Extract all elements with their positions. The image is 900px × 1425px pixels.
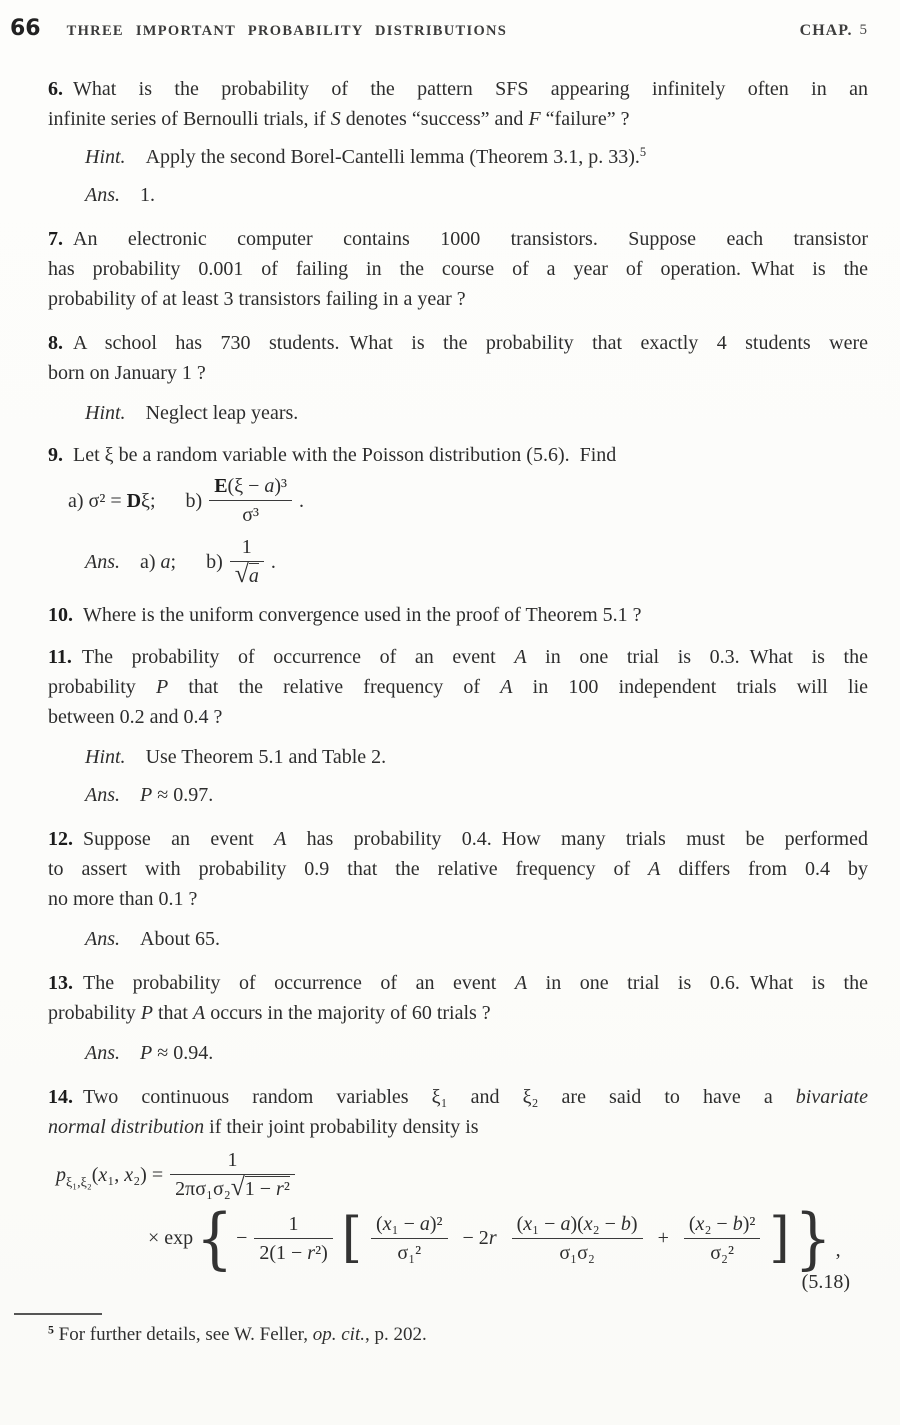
fraction-denominator: σ₁σ₂: [512, 1238, 643, 1265]
problem-7-text: [48, 224, 868, 314]
text-line: normal distribution if their joint probability density is: [48, 1116, 479, 1138]
answer-lead: Ans. a) a; b): [85, 550, 223, 573]
chapter-number: 5: [859, 22, 868, 38]
right-bracket: ]: [769, 1206, 790, 1270]
fraction: [512, 1212, 643, 1265]
problem-9-answer: [85, 535, 868, 588]
problem-6: [48, 74, 868, 210]
footnote-rule: [14, 1313, 102, 1315]
footnote: $^5$ For further details, see W. Feller, op. cit., p. 202.: [48, 1323, 427, 1345]
text-line: no more than 0.1 ?: [48, 888, 198, 910]
fraction-numerator: 1: [241, 536, 252, 558]
fraction-denominator: σ₁²: [371, 1238, 447, 1265]
plus-operator: +: [657, 1227, 669, 1249]
page-header: [10, 14, 868, 46]
fraction-denominator: σ₂²: [684, 1238, 760, 1265]
fraction-denominator: √a: [230, 561, 264, 588]
times-exp: × exp: [148, 1227, 194, 1249]
fraction-denominator: σ³: [209, 500, 292, 527]
problem-8: [48, 328, 868, 428]
text-line: 9. Let ξ be a random variable with the Poisson distribution (5.6). Find: [48, 444, 617, 466]
right-brace: }: [794, 1198, 832, 1278]
trailing-comma: ,: [835, 1239, 841, 1261]
formula-lead: a) σ² = Dξ; b): [68, 489, 203, 512]
problem-14-text: [48, 1082, 868, 1142]
answer-tail: .: [270, 550, 276, 573]
fraction: [170, 1148, 295, 1201]
problem-8-hint: Hint. Neglect leap years.: [85, 402, 299, 424]
formula-lhs: $p_{\xi_1,\xi_2}(x_1$, x₂) =: [56, 1163, 164, 1191]
fraction-denominator: 2πσ₁σ₂√1 − r²: [170, 1174, 295, 1201]
text-line: 13. The probability of occurrence of an event A in one trial is 0.6. What is the: [48, 972, 868, 994]
fraction-numerator: 1: [227, 1149, 238, 1171]
problem-9-text: [48, 440, 868, 470]
minus-sign: −: [236, 1227, 248, 1249]
chapter-word: CHAP.: [799, 22, 853, 39]
problem-10-text: [48, 600, 868, 630]
problem-13-text: [48, 968, 868, 1028]
problem-13-answer: Ans. P ≈ 0.94.: [85, 1042, 214, 1064]
fraction: [254, 1212, 332, 1265]
problem-13: [48, 968, 868, 1068]
fraction: [684, 1212, 760, 1265]
fraction-numerator: E(ξ − a)³: [214, 475, 288, 497]
bivariate-density-formula-line-1: [56, 1148, 868, 1201]
left-brace: {: [196, 1198, 234, 1278]
page-number: 66: [10, 16, 41, 41]
text-line: probability P that the relative frequency of A in 100 independent trials will lie: [48, 676, 868, 698]
problem-12-text: [48, 824, 868, 914]
text-line: to assert with probability 0.9 that the relative frequency of A differs from 0.4 by: [48, 858, 868, 880]
fraction-numerator: 1: [288, 1212, 299, 1235]
left-bracket: [: [341, 1206, 363, 1270]
problem-8-text: [48, 328, 868, 388]
fraction-numerator: (x₁ − a)²: [376, 1212, 443, 1235]
text-line: 11. The probability of occurrence of an event A in one trial is 0.3. What is the: [48, 646, 868, 668]
text-line: born on January 1 ?: [48, 362, 206, 384]
problem-6-hint: Hint. Apply the second Borel-Cantelli lemma (Theorem 3.1, p. 33).$^5$: [85, 145, 647, 168]
fraction-numerator: (x₁ − a)(x₂ − b): [516, 1212, 638, 1235]
fraction: [230, 535, 264, 588]
problem-9-formula: [68, 474, 868, 527]
fraction-numerator: (x₂ − b)²: [688, 1212, 756, 1235]
text-line: 12. Suppose an event A has probability 0.4. How many trials must be performed: [48, 828, 868, 850]
problem-7: [48, 224, 868, 314]
formula-tail: .: [299, 489, 305, 512]
text-line: between 0.2 and 0.4 ?: [48, 706, 223, 728]
text-line: infinite series of Bernoulli trials, if S denotes “success” and F “failure” ?: [48, 108, 630, 130]
text-line: 14. Two continuous random variables ξ₁ and ξ₂ are said to have a bivariate: [48, 1086, 868, 1108]
problem-11: [48, 642, 868, 810]
text-line: 6. What is the probability of the pattern SFS appearing infinitely often in an: [48, 78, 868, 100]
text-line: probability of at least 3 transistors failing in a year ?: [48, 288, 466, 310]
text-line: 10. Where is the uniform convergence used in the proof of Theorem 5.1 ?: [48, 604, 642, 626]
text-line: 7. An electronic computer contains 1000 transistors. Suppose each transistor: [48, 228, 868, 250]
text-line: 8. A school has 730 students. What is the probability that exactly 4 students were: [48, 332, 868, 354]
problem-12-answer: Ans. About 65.: [85, 928, 220, 950]
problem-10: [48, 600, 868, 630]
problem-14: [48, 1082, 868, 1297]
text-line: probability P that A occurs in the majority of 60 trials ?: [48, 1002, 491, 1024]
chapter-label: [800, 16, 868, 46]
problem-11-hint: Hint. Use Theorem 5.1 and Table 2.: [85, 746, 387, 768]
problem-6-text: [48, 74, 868, 134]
problem-12: [48, 824, 868, 954]
text-line: has probability 0.001 of failing in the course of a year of operation. What is the: [48, 258, 868, 280]
bivariate-density-formula-line-2: [148, 1198, 868, 1278]
fraction: [371, 1212, 447, 1265]
problem-6-answer: Ans. 1.: [85, 184, 155, 206]
problem-11-answer: Ans. P ≈ 0.97.: [85, 784, 214, 806]
fraction: [209, 474, 292, 527]
fraction-denominator: 2(1 − r²): [254, 1238, 332, 1265]
equation-number: (5.18): [801, 1271, 850, 1293]
running-title: THREE IMPORTANT PROBABILITY DISTRIBUTIONS: [66, 23, 508, 39]
problem-11-text: [48, 642, 868, 732]
minus-2r-operator: − 2r: [462, 1227, 497, 1249]
problem-9: [48, 440, 868, 588]
